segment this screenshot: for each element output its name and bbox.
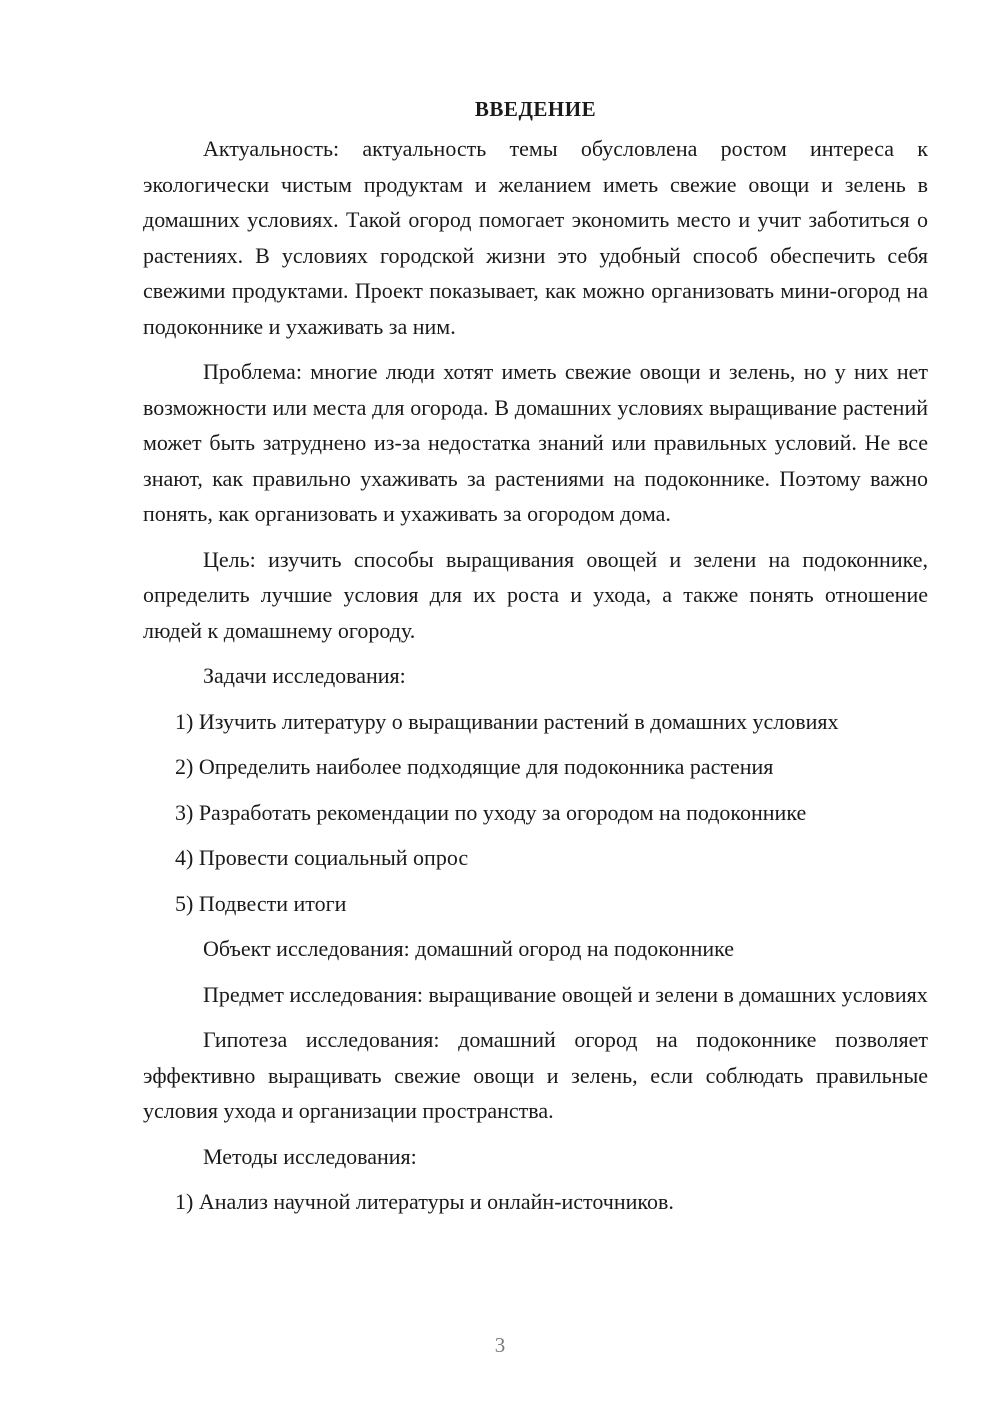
list-item: 2) Определить наиболее подходящие для подоконника растения (175, 754, 774, 779)
methods-heading: Методы исследования: (203, 1143, 417, 1169)
methods-list (143, 1184, 928, 1220)
list-item: 5) Подвести итоги (175, 890, 347, 916)
tasks-heading: Задачи исследования: (203, 663, 406, 688)
object-paragraph: Объект исследования: домашний огород на подоконнике (203, 936, 735, 961)
goal-paragraph: Цель: изучить способы выращивания овощей и зелени на подоконнике, определить лучшие условия для их роста и ухода, а также понять отношение людей к домашнему огороду. (143, 546, 928, 643)
hypothesis-paragraph: Гипотеза исследования: домашний огород на подоконнике позволяет эффективно выращивать свежие овощи и зелень, если соблюдать правильные условия ухода и организации пространства. (143, 1027, 928, 1123)
list-item: 4) Провести социальный опрос (175, 845, 469, 870)
list-item: 1) Анализ научной литературы и онлайн-источников. (175, 1189, 674, 1214)
problem-paragraph: Проблема: многие люди хотят иметь свежие овощи и зелень, но у них нет возможности или места для огорода. В домашних условиях выращивание растений может быть затруднено из-за недостатка знаний или правильных условий. Не все знают, как правильно ухаживать за растениями на подоконнике. Поэтому важно понять, как организовать и ухаживать за огородом дома. (143, 359, 928, 526)
document-page (143, 92, 928, 1230)
list-item: 1) Изучить литературу о выращивании растений в домашних условиях (175, 708, 839, 734)
page-number: 3 (494, 1333, 506, 1357)
relevance-paragraph: Актуальность: актуальность темы обусловлена ростом интереса к экологически чистым продуктам и желанием иметь свежие овощи и зелень в домашних условиях. Такой огород помогает экономить место и учит заботиться о растениях. В условиях городской жизни это удобный способ обеспечить себя свежими продуктами. Проект показывает, как можно организовать мини-огород на подоконнике и ухаживать за ним. (143, 136, 928, 339)
list-item: 3) Разработать рекомендации по уходу за огородом на подоконнике (175, 799, 807, 825)
tasks-list (143, 704, 928, 922)
subject-paragraph: Предмет исследования: выращивание овощей и зелени в домашних условиях (203, 981, 928, 1007)
section-title: ВВЕДЕНИЕ (474, 97, 597, 121)
